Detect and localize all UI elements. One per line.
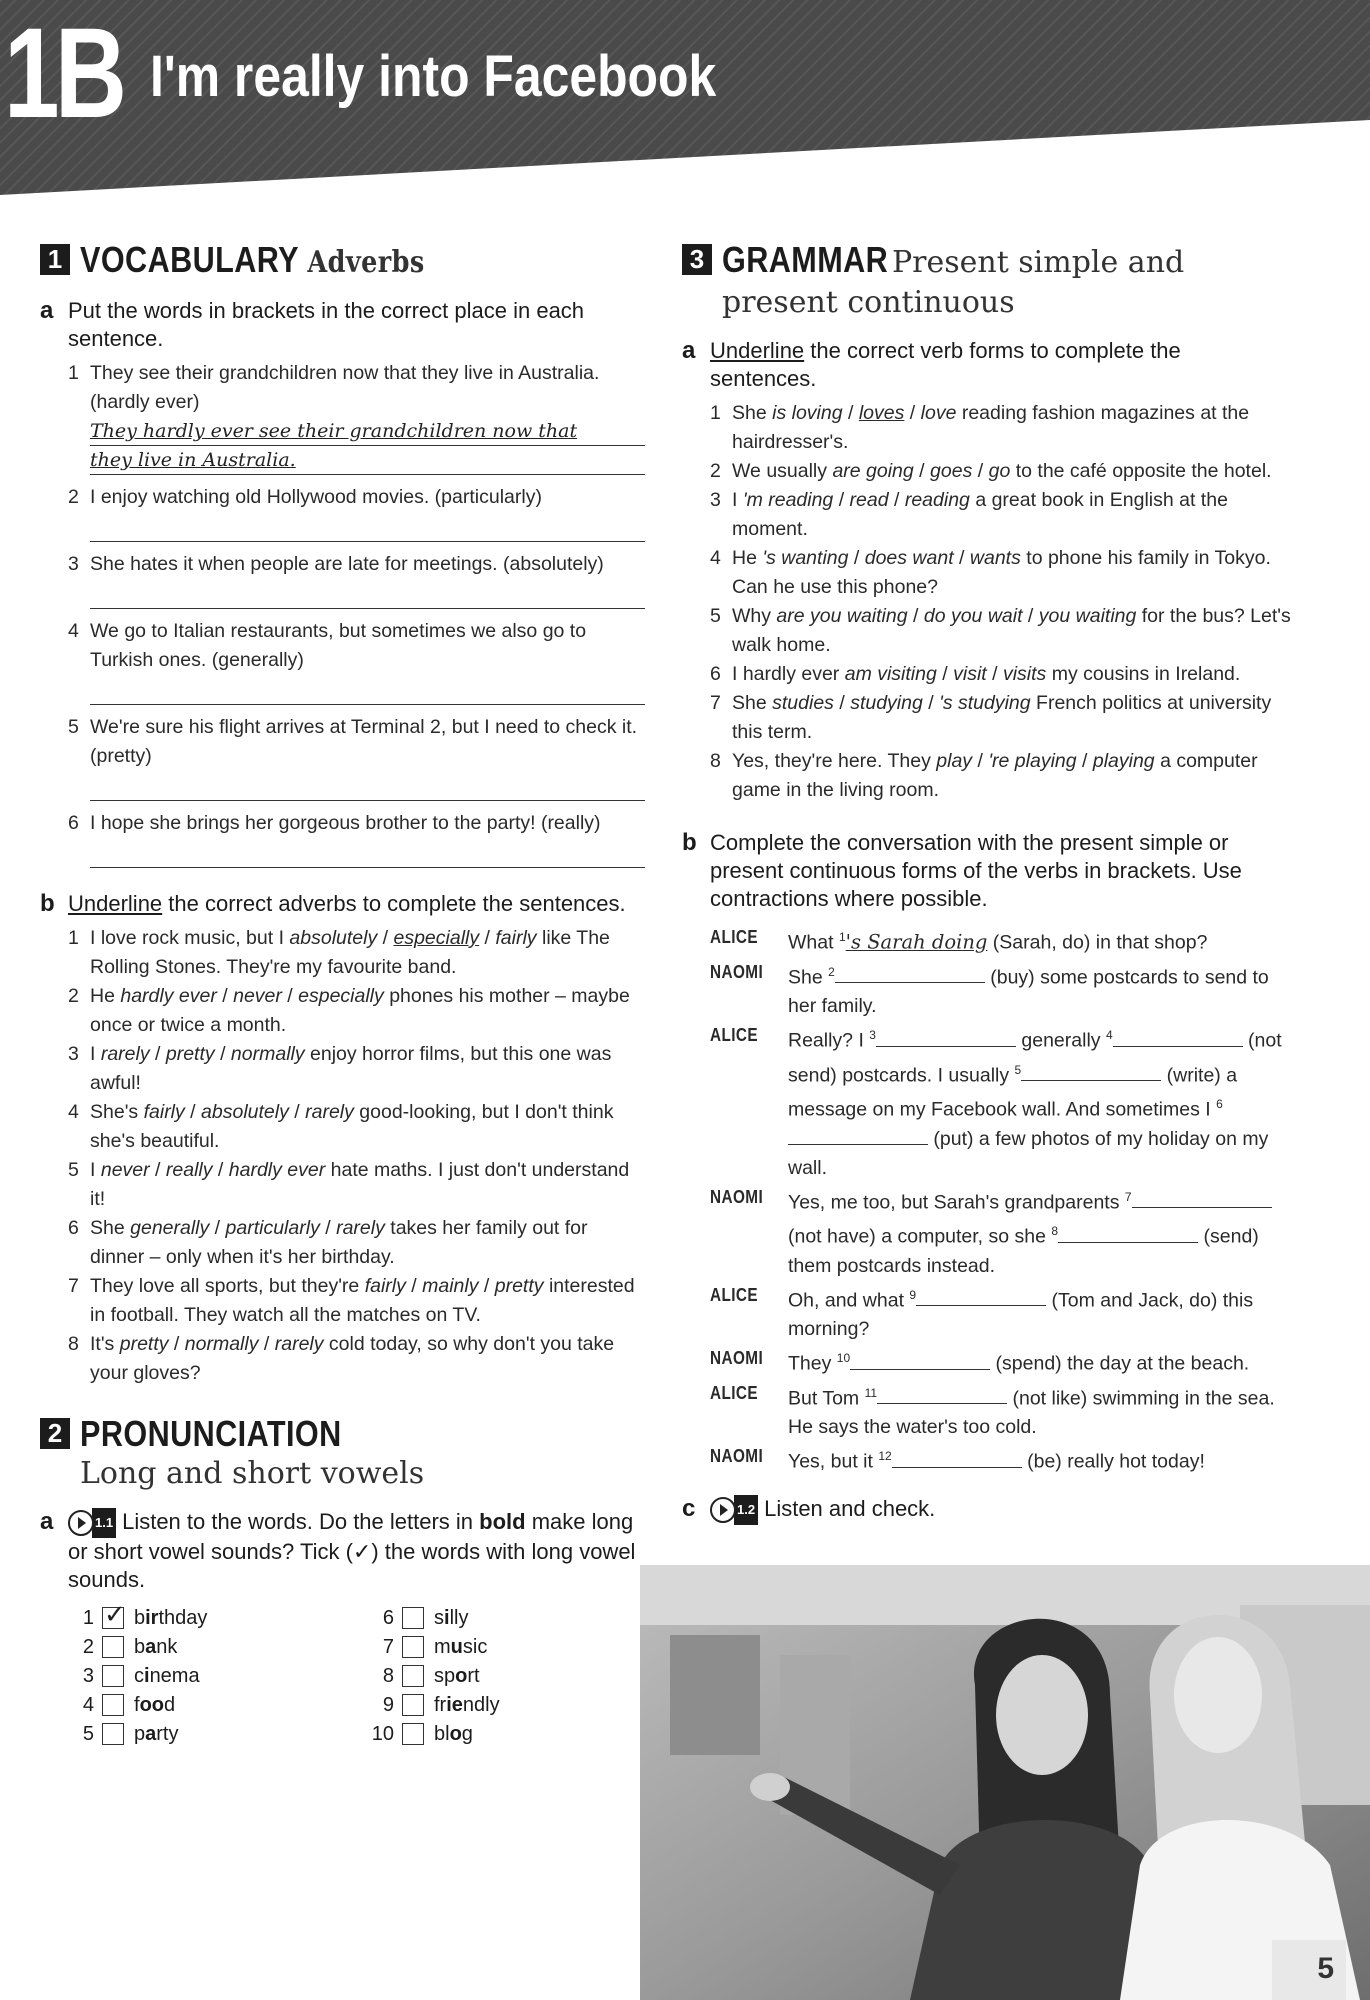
tick-item: 2 b a nk (82, 1636, 178, 1659)
list-item: 7 They love all sports, but they're fairly / mainly / pretty interested in football. They watch all the matches on TV. (68, 1275, 635, 1326)
grammar-task-a (682, 337, 1292, 393)
tick-item: 10 bl o g (371, 1723, 473, 1746)
option[interactable]: visits (1002, 663, 1047, 685)
option[interactable]: particularly (225, 1217, 320, 1239)
task-instruction: Underline the correct verb forms to complete the sentences. (710, 338, 1181, 391)
list-item: 3 I rarely / pretty / normally enjoy horror films, but this one was awful! (68, 1043, 612, 1094)
list-item: 6 I hope she brings her gorgeous brother to the party! (really) (68, 812, 601, 834)
vocab-task-b (40, 890, 645, 918)
audio-track-button[interactable] (710, 1495, 758, 1525)
section-number: 3 (682, 244, 712, 275)
tick-item: 8 sp o rt (382, 1665, 480, 1688)
task-letter: a (40, 297, 54, 324)
task-instruction: Complete the conversation with the present simple or present continuous forms of the verbs in brackets. Use contractions where possible. (710, 830, 1242, 911)
option[interactable]: never (100, 1159, 150, 1181)
unit-title: I'm really into Facebook (150, 44, 717, 109)
option[interactable]: pretty (494, 1275, 544, 1297)
audio-track-button[interactable] (68, 1508, 116, 1538)
list-item: 1 They see their grandchildren now that they live in Australia. (hardly ever) (68, 362, 600, 413)
option[interactable]: absolutely (201, 1101, 289, 1123)
blank-field[interactable] (850, 1351, 990, 1370)
checkbox[interactable] (102, 1665, 124, 1687)
answer-line[interactable] (90, 675, 645, 705)
option[interactable]: play (936, 750, 973, 772)
option[interactable]: hardly ever (120, 985, 217, 1007)
list-item: 8 It's pretty / normally / rarely cold today, so why don't you take your gloves? (68, 1333, 615, 1384)
list-item: 1 She is loving / loves / love reading fashion magazines at the hairdresser's. (710, 402, 1250, 453)
right-column (682, 240, 1292, 1525)
option[interactable]: does want (864, 547, 954, 569)
blank-field[interactable] (788, 1126, 928, 1145)
section-subtitle: Adverbs (307, 245, 425, 280)
answer-example: 's Sarah doing (845, 930, 988, 954)
conversation-line: NAOMI They $^{10}$ (spend) the day at the beach. (710, 1344, 1292, 1379)
vocabulary-heading (40, 240, 645, 283)
blank-field[interactable] (877, 1385, 1007, 1404)
option[interactable]: studying (850, 692, 923, 714)
track-number: 1.2 (734, 1495, 758, 1525)
grammar-heading (682, 240, 1292, 323)
section-title: GRAMMAR (722, 239, 889, 280)
task-instruction: 1.2 Listen and check. (710, 1495, 1292, 1525)
option[interactable]: generally (130, 1217, 210, 1239)
tick-item: 3 c i nema (82, 1665, 200, 1688)
speaker: ALICE (710, 1284, 759, 1305)
option[interactable]: normally (230, 1043, 305, 1065)
grammar-task-b (682, 829, 1292, 913)
blank-field[interactable] (1058, 1224, 1198, 1243)
answer-line[interactable]: they live in Australia. (90, 446, 645, 475)
option[interactable]: go (988, 460, 1011, 482)
photo-two-women (640, 1565, 1370, 2000)
conversation (710, 923, 1292, 1477)
tick-item: 9 fr ie ndly (382, 1694, 500, 1717)
unit-number: 1B (4, 2, 123, 145)
tick-item: 1 ✓ b ir thday (68, 1604, 368, 1632)
grammar-task-c (682, 1495, 1292, 1525)
section-subtitle: Present simple and (891, 245, 1185, 280)
task-letter: a (40, 1508, 54, 1535)
option[interactable]: never (233, 985, 282, 1007)
option[interactable]: studies (772, 692, 834, 714)
option[interactable]: fairly (143, 1101, 185, 1123)
conversation-line: NAOMI Yes, but it $^{12}$ (be) really hot today! (710, 1442, 1292, 1477)
option[interactable]: reading (904, 489, 970, 511)
vocab-a-items (68, 359, 645, 868)
answer-line[interactable] (90, 771, 645, 801)
list-item: 2 I enjoy watching old Hollywood movies. (particularly) (68, 486, 542, 508)
checkbox[interactable] (402, 1694, 424, 1716)
pronunciation-heading (40, 1414, 645, 1494)
task-letter: c (682, 1494, 696, 1522)
section-title: VOCABULARY Adverbs (80, 239, 425, 280)
option[interactable]: hardly ever (228, 1159, 326, 1181)
blank-field[interactable] (835, 964, 985, 983)
option[interactable]: 's studying (939, 692, 1031, 714)
option[interactable]: are going (832, 460, 914, 482)
list-item: 5 We're sure his flight arrives at Terminal 2, but I need to check it. (pretty) (68, 716, 638, 767)
option[interactable]: is loving (772, 402, 843, 424)
page-number: 5 (1317, 1952, 1334, 1985)
task-letter: b (40, 890, 55, 917)
option[interactable]: wants (969, 547, 1021, 569)
blank-field[interactable] (1021, 1062, 1161, 1081)
conversation-line: ALICE But Tom $^{11}$ (not like) swimming in the sea. He says the water's too cold. (710, 1379, 1292, 1443)
section-subtitle-2: present continuous (722, 285, 1015, 320)
option[interactable]: normally (184, 1333, 259, 1355)
option[interactable]: you waiting (1038, 605, 1137, 627)
checkbox[interactable] (402, 1607, 424, 1629)
speaker: NAOMI (710, 1186, 764, 1207)
answer-line[interactable] (90, 579, 645, 609)
play-icon (710, 1497, 736, 1523)
option-selected[interactable]: loves (858, 402, 905, 424)
list-item: 4 We go to Italian restaurants, but sometimes we also go to Turkish ones. (generally) (68, 620, 587, 671)
section-heading-text (722, 240, 1184, 323)
option[interactable]: pretty (165, 1043, 215, 1065)
left-column (40, 240, 645, 1748)
option[interactable]: goes (930, 460, 973, 482)
tick-item: 4 f oo d (82, 1694, 176, 1717)
list-item: 5 I never / really / hardly ever hate maths. I just don't understand it! (68, 1159, 630, 1210)
blank-field[interactable] (916, 1287, 1046, 1306)
checkbox[interactable] (402, 1723, 424, 1745)
section-heading-text (80, 1414, 424, 1494)
option[interactable]: mainly (422, 1275, 479, 1297)
page-number-tab (1272, 1940, 1346, 2000)
task-instruction: 1.1 Listen to the words. Do the letters in bold make long or short vowel sounds? Tick (✓) the words with long vowel sounds. (68, 1509, 636, 1593)
answer-line[interactable]: They hardly ever see their grandchildren now that (90, 417, 645, 446)
task-letter: b (682, 829, 697, 856)
option[interactable]: 's wanting (762, 547, 849, 569)
option[interactable]: visit (953, 663, 987, 685)
option[interactable]: absolutely (289, 927, 378, 949)
option[interactable]: do you wait (923, 605, 1023, 627)
option[interactable]: rarely (305, 1101, 354, 1123)
section-number: 1 (40, 244, 70, 275)
vocab-task-a (40, 297, 645, 353)
checkbox[interactable] (102, 1636, 124, 1658)
option[interactable]: love (920, 402, 957, 424)
checkbox[interactable] (102, 1694, 124, 1716)
section-subtitle: Long and short vowels (80, 1456, 425, 1491)
option[interactable]: fairly (364, 1275, 406, 1297)
blank-field[interactable] (876, 1028, 1016, 1047)
blank-field[interactable] (1113, 1028, 1243, 1047)
conversation-line: NAOMI She $^2$ (buy) some postcards to send to her family. (710, 958, 1292, 1022)
option[interactable]: rarely (336, 1217, 385, 1239)
checkbox[interactable] (402, 1636, 424, 1658)
conversation-line: ALICE Oh, and what $^9$ (Tom and Jack, do) this morning? (710, 1281, 1292, 1345)
tick-item: 7 m u sic (382, 1636, 488, 1659)
list-item: 8 Yes, they're here. They play / 're playing / playing a computer game in the living room. (710, 750, 1258, 801)
list-item: 4 She's fairly / absolutely / rarely good-looking, but I don't think she's beautiful. (68, 1101, 614, 1152)
list-item: 1 I love rock music, but I absolutely / especially / fairly like The Rolling Stones. They're my favourite band. (68, 927, 610, 978)
track-number: 1.1 (92, 1508, 116, 1538)
speaker: ALICE (710, 1025, 759, 1045)
option[interactable]: rarely (100, 1043, 150, 1065)
list-item: 2 He hardly ever / never / especially phones his mother – maybe once or twice a month. (68, 985, 630, 1036)
option[interactable]: playing (1092, 750, 1155, 772)
speaker: NAOMI (710, 961, 764, 982)
answer-line[interactable] (90, 512, 645, 542)
option[interactable]: really (165, 1159, 213, 1181)
checkbox-checked[interactable] (102, 1607, 124, 1629)
option[interactable]: read (849, 489, 889, 511)
task-instruction: Underline the correct adverbs to complete the sentences. (68, 891, 626, 916)
option-selected[interactable]: especially (393, 927, 480, 949)
answer-line[interactable] (90, 838, 645, 868)
conversation-line: NAOMI Yes, me too, but Sarah's grandparents $^7$ (not have) a computer, so she $^8$ (send) them postcards instead. (710, 1183, 1292, 1281)
conversation-line: ALICE Really? I $^3$ generally $^4$ (not send) postcards. I usually $^5$ (write) a message on my Facebook wall. And sometimes I $^6$ (put) a few photos of my holiday on my wall. (710, 1021, 1292, 1183)
unit-header (0, 0, 1370, 195)
play-icon (68, 1510, 94, 1536)
option[interactable]: fairly (495, 927, 537, 949)
list-item: 3 I 'm reading / read / reading a great book in English at the moment. (710, 489, 1228, 540)
option[interactable]: 're playing (988, 750, 1077, 772)
task-instruction: Put the words in brackets in the correct place in each sentence. (68, 298, 585, 351)
section-title: PRONUNCIATION (80, 1413, 342, 1454)
option[interactable]: are you waiting (776, 605, 908, 627)
list-item: 3 She hates it when people are late for meetings. (absolutely) (68, 553, 604, 575)
tick-list (68, 1604, 645, 1748)
list-item: 5 Why are you waiting / do you wait / you waiting for the bus? Let's walk home. (710, 605, 1291, 656)
list-item: 7 She studies / studying / 's studying French politics at university this term. (710, 692, 1272, 743)
list-item: 6 She generally / particularly / rarely takes her family out for dinner – only when it's her birthday. (68, 1217, 588, 1268)
section-number: 2 (40, 1418, 70, 1449)
grammar-a-items (710, 399, 1292, 805)
list-item: 2 We usually are going / goes / go to the café opposite the hotel. (710, 460, 1272, 482)
vocab-b-items (68, 924, 645, 1388)
conversation-line: ALICE What $^1$'s Sarah doing (Sarah, do) in that shop? (710, 923, 1292, 958)
pron-task-a (40, 1508, 645, 1594)
blank-field[interactable] (892, 1449, 1022, 1468)
option[interactable]: 'm reading (742, 489, 834, 511)
list-item: 6 I hardly ever am visiting / visit / visits my cousins in Ireland. (710, 663, 1241, 685)
checkbox[interactable] (402, 1665, 424, 1687)
speaker: ALICE (710, 1382, 759, 1403)
list-item: 4 He 's wanting / does want / wants to phone his family in Tokyo. Can he use this phone? (710, 547, 1271, 598)
speaker: ALICE (710, 927, 759, 947)
task-letter: a (682, 337, 696, 364)
option[interactable]: am visiting (844, 663, 937, 685)
speaker: NAOMI (710, 1348, 764, 1368)
tick-item: 6 s i lly (382, 1607, 469, 1630)
tick-item: 5 p a rty (82, 1723, 179, 1746)
option[interactable]: rarely (274, 1333, 324, 1355)
option[interactable]: especially (298, 985, 384, 1007)
blank-field[interactable] (1132, 1189, 1272, 1208)
speaker: NAOMI (710, 1446, 764, 1466)
option[interactable]: pretty (119, 1333, 169, 1355)
checkbox[interactable] (102, 1723, 124, 1745)
